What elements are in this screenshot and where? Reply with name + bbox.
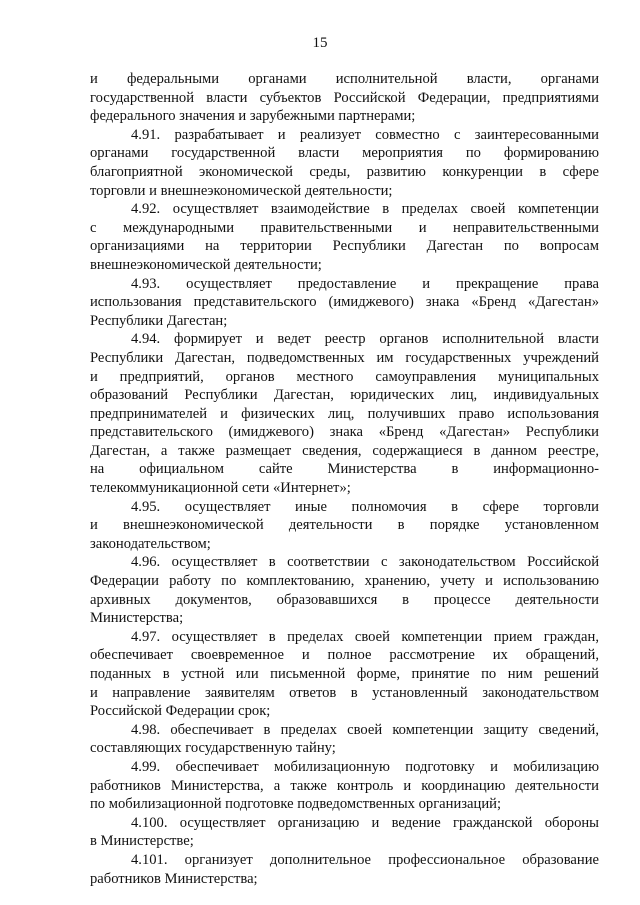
text-line: по мобилизационной подготовке подведомственных организаций; (90, 796, 502, 813)
text-line: работников Министерства, а также контроль и координацию деятельности (90, 777, 599, 794)
text-line: 4.100. осуществляет организацию и ведение гражданской обороны (131, 814, 599, 831)
paragraph-4-98 (90, 721, 599, 758)
paragraph-4-94 (90, 330, 599, 497)
text-line: органами государственной власти мероприятия по формированию (90, 145, 599, 162)
paragraph-4-100 (90, 814, 599, 851)
text-line: и внешнеэкономической деятельности в порядке установленном (90, 517, 599, 534)
text-line: государственной власти субъектов Российской Федерации, предприятиями (90, 89, 599, 106)
text-line: Российской Федерации срок; (90, 703, 271, 720)
text-line: торговли и внешнеэкономической деятельности; (90, 182, 393, 199)
paragraph-4-93 (90, 275, 599, 331)
text-line: составляющих государственную тайну; (90, 740, 336, 757)
text-line: и предприятий, органов местного самоуправления муниципальных (90, 368, 599, 385)
paragraph-4-99 (90, 758, 599, 814)
paragraph-4-91 (90, 126, 599, 200)
text-line: в Министерстве; (90, 833, 194, 850)
text-line: федерального значения и зарубежными партнерами; (90, 108, 416, 125)
text-line: 4.101. организует дополнительное профессиональное образование (131, 851, 599, 868)
text-line: образований Республики Дагестан, юридических лиц, индивидуальных (90, 387, 599, 404)
text-line: Республики Дагестан, подведомственных им государственных учреждений (90, 349, 599, 366)
paragraph-cont (90, 70, 599, 126)
text-line: 4.98. обеспечивает в пределах своей компетенции защиту сведений, (131, 721, 599, 738)
text-line: законодательством; (90, 535, 211, 552)
text-line: 4.93. осуществляет предоставление и прекращение права (131, 275, 599, 292)
text-line: Федерации работу по комплектованию, хранению, учету и использованию (90, 573, 599, 590)
document-body (90, 70, 599, 888)
text-line: Республики Дагестан; (90, 312, 228, 329)
text-line: поданных в устной или письменной форме, принятие по ним решений (90, 666, 599, 682)
paragraph-4-101 (90, 851, 599, 888)
page-number: 15 (312, 35, 328, 51)
text-line: 4.96. осуществляет в соответствии с законодательством Российской (131, 554, 599, 571)
text-line: телекоммуникационной сети «Интернет»; (90, 480, 351, 497)
text-line: архивных документов, образовавшихся в процессе деятельности (90, 591, 599, 608)
text-line: 4.95. осуществляет иные полномочия в сфере торговли (131, 498, 599, 515)
paragraph-4-92 (90, 200, 599, 274)
text-line: и направление заявителям ответов в установленный законодательством (90, 684, 599, 701)
text-line: 4.94. формирует и ведет реестр органов исполнительной власти (131, 331, 599, 348)
text-line: на официальном сайте Министерства в информационно- (90, 461, 599, 478)
text-line: с международными правительственными и неправительственными (90, 219, 599, 236)
paragraph-4-97 (90, 628, 599, 721)
text-line: представительского (имиджевого) знака «Бренд «Дагестан» Республики (90, 424, 599, 441)
text-line: 4.92. осуществляет взаимодействие в пределах своей компетенции (131, 201, 599, 218)
text-line: 4.91. разрабатывает и реализует совместно с заинтересованными (131, 126, 599, 143)
paragraph-4-96 (90, 553, 599, 627)
text-line: предпринимателей и физических лиц, получивших право использования (90, 405, 599, 422)
text-line: использования представительского (имиджевого) знака «Бренд «Дагестан» (90, 294, 599, 311)
text-line: обеспечивает своевременное и полное рассмотрение их обращений, (90, 647, 599, 664)
text-line: Министерства; (90, 610, 184, 627)
text-line: внешнеэкономической деятельности; (90, 256, 322, 273)
paragraph-4-95 (90, 498, 599, 554)
text-line: Дагестан, а также размещает сведения, содержащиеся в данном реестре, (90, 442, 599, 459)
text-line: благоприятной экономической среды, развитию конкуренции в сфере (90, 163, 599, 180)
text-line: 4.99. обеспечивает мобилизационную подготовку и мобилизацию (131, 758, 599, 775)
text-line: и федеральными органами исполнительной власти, органами (90, 71, 599, 87)
text-line: организациями на территории Республики Дагестан по вопросам (90, 238, 599, 255)
text-line: 4.97. осуществляет в пределах своей компетенции прием граждан, (131, 628, 599, 645)
text-line: работников Министерства; (90, 870, 258, 887)
